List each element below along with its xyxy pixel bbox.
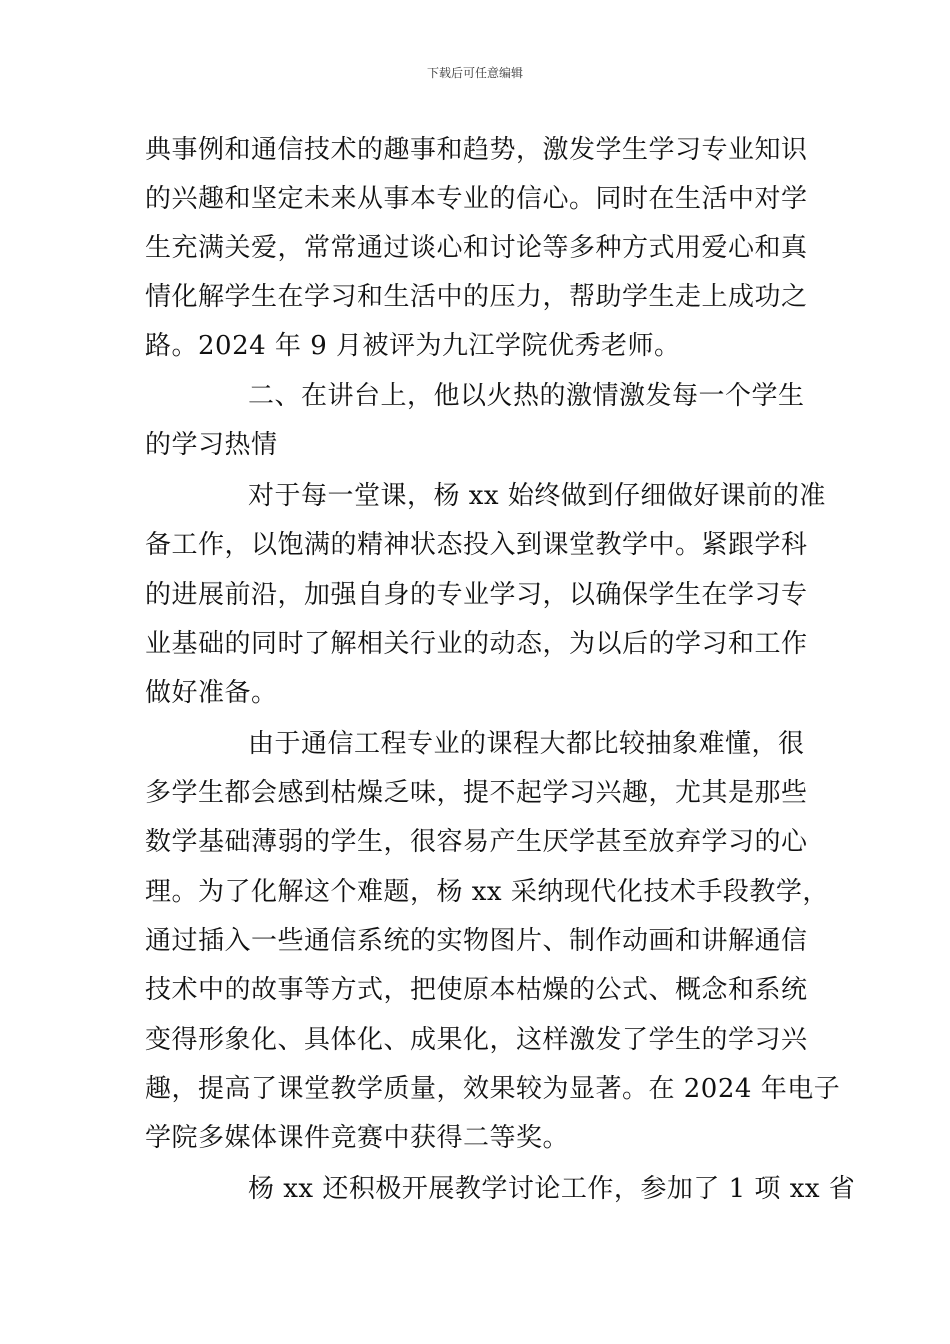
text-line: 的进展前沿，加强自身的专业学习，以确保学生在学习专 [145, 580, 808, 610]
text-line: 杨 xx 还积极开展教学讨论工作，参加了 1 项 xx 省 [248, 1174, 856, 1204]
text-line: 业基础的同时了解相关行业的动态，为以后的学习和工作 [145, 629, 808, 659]
text-line: 做好准备。 [145, 678, 278, 708]
section-heading-line: 的学习热情 [145, 430, 278, 460]
text-line: 变得形象化、具体化、成果化，这样激发了学生的学习兴 [145, 1025, 808, 1055]
page-header-note: 下载后可任意编辑 [426, 66, 523, 80]
text-line: 学院多媒体课件竞赛中获得二等奖。 [145, 1123, 570, 1153]
text-line: 趣，提高了课堂教学质量，效果较为显著。在 2024 年电子 [145, 1074, 841, 1104]
text-line: 生充满关爱，常常通过谈心和讨论等多种方式用爱心和真 [145, 233, 808, 263]
text-line: 路。2024 年 9 月被评为九江学院优秀老师。 [145, 331, 681, 361]
text-line: 由于通信工程专业的课程大都比较抽象难懂，很 [248, 729, 805, 759]
text-line: 备工作，以饱满的精神状态投入到课堂教学中。紧跟学科 [145, 530, 808, 560]
text-line: 情化解学生在学习和生活中的压力，帮助学生走上成功之 [145, 282, 808, 312]
text-line: 的兴趣和坚定未来从事本专业的信心。同时在生活中对学 [145, 184, 808, 214]
text-line: 通过插入一些通信系统的实物图片、制作动画和讲解通信 [145, 926, 808, 956]
text-line: 多学生都会感到枯燥乏味，提不起学习兴趣，尤其是那些 [145, 778, 808, 808]
section-heading-line: 二、在讲台上，他以火热的激情激发每一个学生 [248, 381, 805, 411]
text-line: 数学基础薄弱的学生，很容易产生厌学甚至放弃学习的心 [145, 827, 808, 857]
text-line: 技术中的故事等方式，把使原本枯燥的公式、概念和系统 [145, 975, 808, 1005]
text-line: 典事例和通信技术的趣事和趋势，激发学生学习专业知识 [145, 135, 808, 165]
text-line: 理。为了化解这个难题，杨 xx 采纳现代化技术手段教学， [145, 877, 829, 907]
text-line: 对于每一堂课，杨 xx 始终做到仔细做好课前的准 [248, 481, 826, 511]
